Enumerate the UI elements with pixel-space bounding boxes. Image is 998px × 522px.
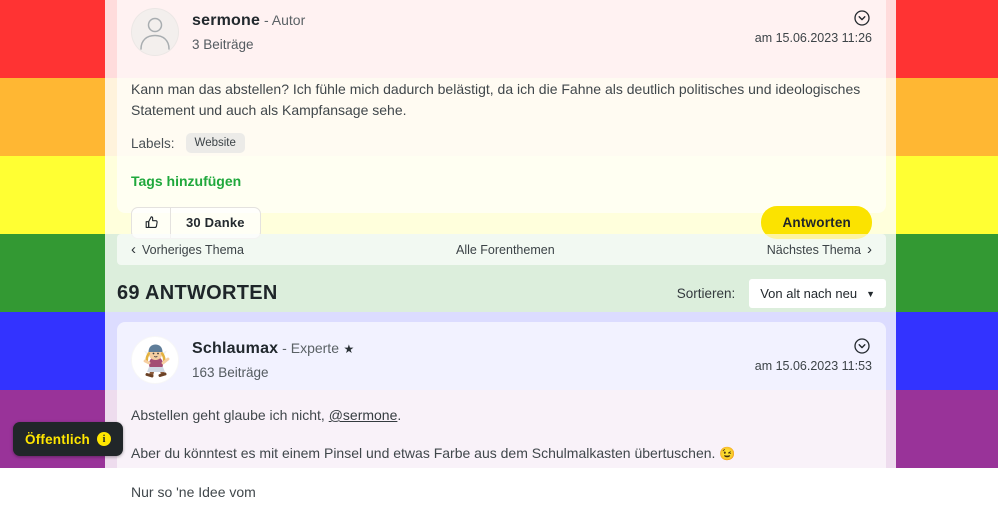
chevron-right-icon: › bbox=[866, 241, 872, 258]
person-icon bbox=[132, 9, 178, 55]
thumbs-up-button[interactable] bbox=[132, 208, 171, 238]
post-options-button[interactable] bbox=[854, 10, 870, 26]
chevron-left-icon: ‹ bbox=[131, 241, 136, 258]
author-avatar[interactable] bbox=[131, 8, 179, 56]
thumbs-up-icon bbox=[143, 214, 160, 231]
original-post-card bbox=[117, 0, 886, 230]
reply-author-name-row bbox=[192, 340, 354, 358]
expert-star-icon: ★ bbox=[343, 342, 355, 356]
labels-label: Labels: bbox=[131, 135, 175, 151]
caret-down-icon: ▼ bbox=[866, 289, 875, 299]
sort-value: Von alt nach neu bbox=[760, 286, 858, 301]
author-role: - Autor bbox=[260, 12, 306, 28]
reply-author-name[interactable]: Schlaumax bbox=[192, 340, 279, 357]
sort-dropdown[interactable] bbox=[749, 279, 886, 308]
info-icon: i bbox=[97, 432, 111, 446]
add-tags-link[interactable]: Tags hinzufügen bbox=[131, 173, 242, 189]
reply-options-button[interactable] bbox=[854, 338, 870, 354]
post-body-text: Kann man das abstellen? Ich fühle mich dadurch belästigt, da ich die Fahne als deutlich politisches und ideologisches Statement und auch als Kampfansage sehe. bbox=[131, 81, 861, 118]
replies-count-heading: 69 ANTWORTEN bbox=[117, 282, 278, 304]
content-column bbox=[105, 0, 896, 500]
viking-character-icon bbox=[132, 337, 178, 383]
chevron-down-circle-icon bbox=[854, 10, 870, 26]
reply-author-post-count: 163 Beiträge bbox=[192, 365, 269, 380]
author-name[interactable]: sermone bbox=[192, 12, 261, 29]
reply-author-avatar[interactable] bbox=[131, 336, 179, 384]
previous-topic-link[interactable]: ‹ Vorheriges Thema bbox=[131, 241, 244, 258]
reply-body bbox=[131, 405, 872, 503]
privacy-badge-label: Öffentlich bbox=[25, 431, 90, 447]
sort-label: Sortieren: bbox=[676, 286, 736, 301]
chevron-down-circle-icon bbox=[854, 338, 870, 354]
wink-emoji-icon: 😉 bbox=[719, 446, 736, 461]
reply-line-1: Abstellen geht glaube ich nicht, @sermone. bbox=[131, 407, 402, 423]
reply-timestamp: am 15.06.2023 11:53 bbox=[754, 359, 872, 373]
all-forum-topics-link[interactable]: Alle Forenthemen bbox=[455, 242, 555, 257]
privacy-badge[interactable] bbox=[13, 422, 123, 456]
reply-line-3: Nur so 'ne Idee vom bbox=[131, 484, 256, 500]
label-chip-website[interactable]: Website bbox=[186, 133, 245, 153]
mention-link[interactable]: @sermone bbox=[328, 407, 398, 423]
reply-card bbox=[117, 322, 886, 522]
kudos-count[interactable]: 30 Danke bbox=[186, 215, 245, 230]
replies-header bbox=[117, 277, 886, 310]
post-timestamp: am 15.06.2023 11:26 bbox=[754, 31, 872, 45]
reply-button[interactable]: Antworten bbox=[761, 206, 872, 239]
reply-line-2: Aber du könntest es mit einem Pinsel und etwas Farbe aus dem Schulmalkasten übertuschen. 😉 bbox=[131, 445, 736, 461]
reply-author-role: - Experte bbox=[278, 340, 339, 356]
topic-nav-bar bbox=[117, 234, 886, 265]
author-name-row bbox=[192, 12, 305, 30]
author-post-count: 3 Beiträge bbox=[192, 37, 254, 52]
next-topic-link[interactable]: Nächstes Thema › bbox=[766, 241, 872, 258]
